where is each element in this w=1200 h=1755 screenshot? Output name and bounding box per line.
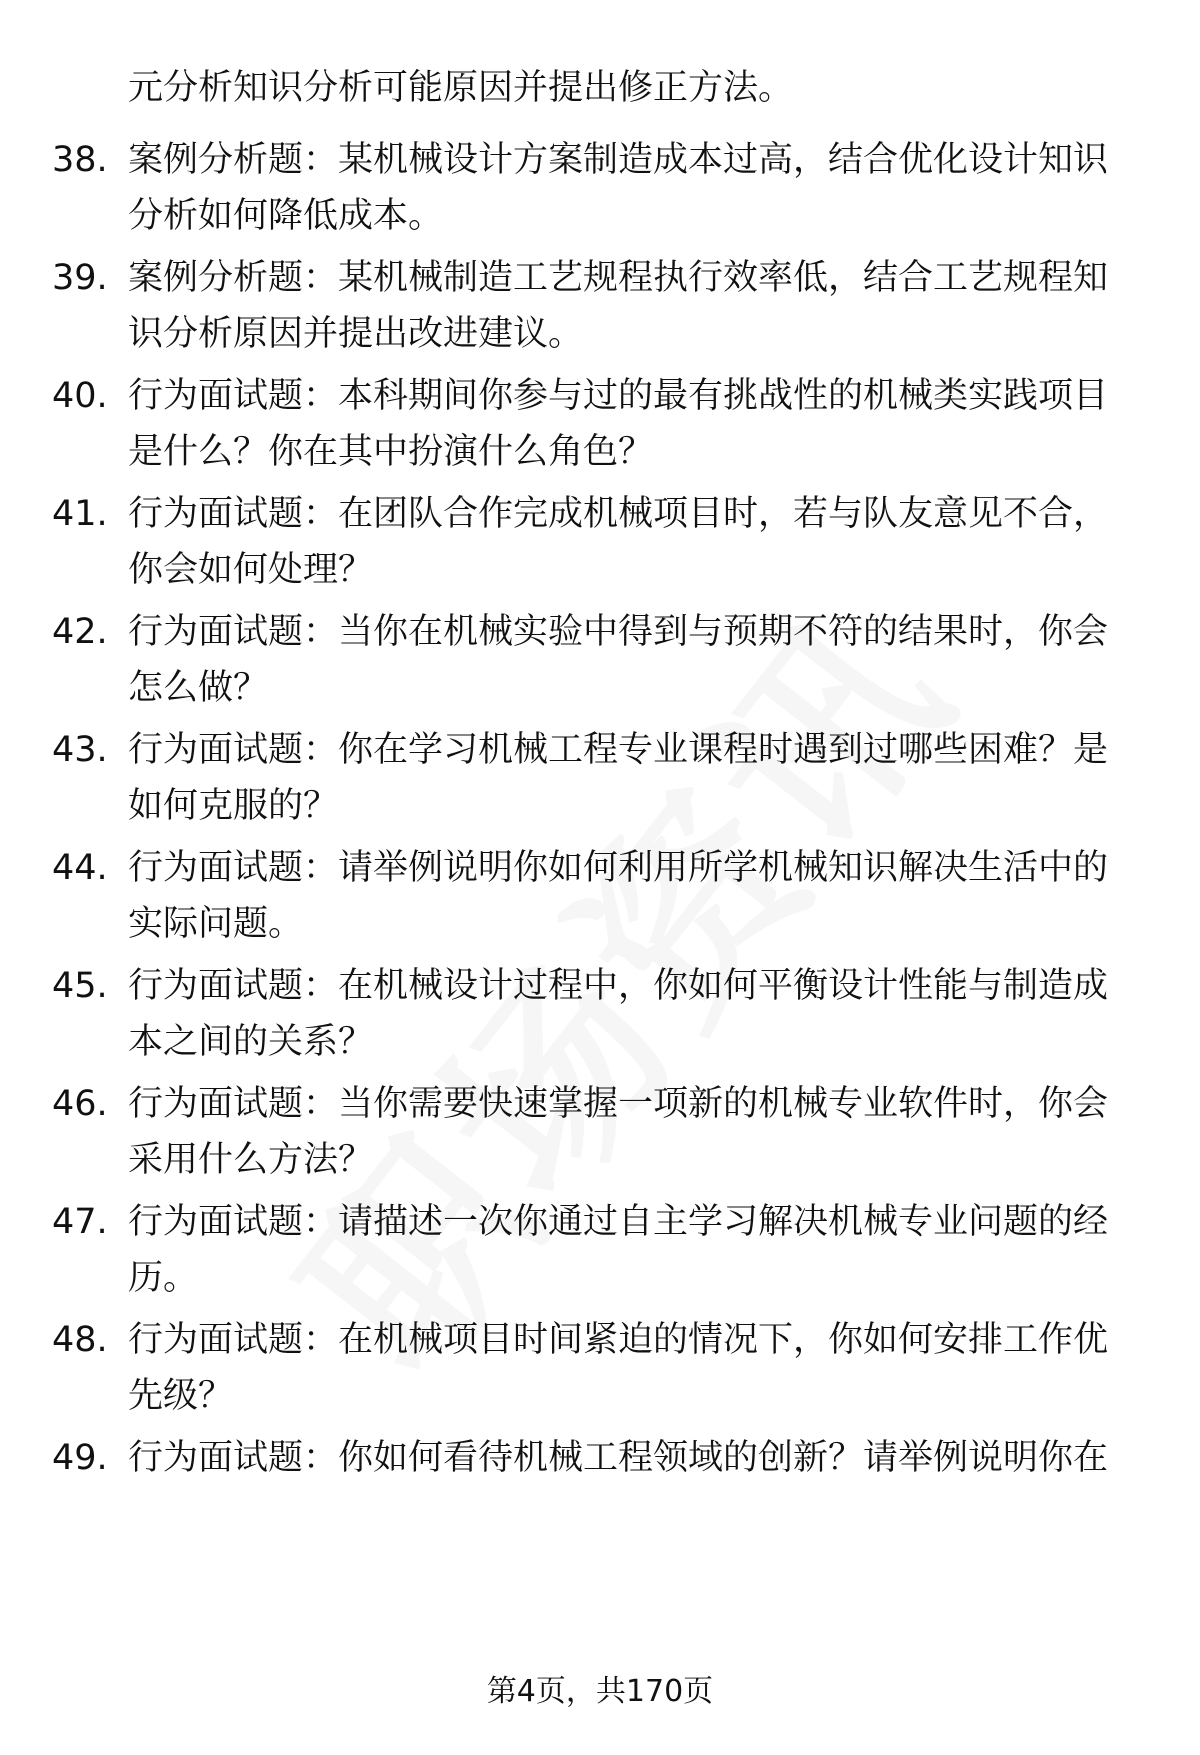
question-text: 行为面试题：当你在机械实验中得到与预期不符的结果时，你会怎么做？	[128, 612, 1109, 708]
question-text: 行为面试题：在机械设计过程中，你如何平衡设计性能与制造成本之间的关系？	[128, 966, 1109, 1062]
question-number: 47.	[52, 1202, 108, 1242]
question-text: 案例分析题：某机械设计方案制造成本过高，结合优化设计知识分析如何降低成本。	[128, 140, 1109, 236]
question-number: 42.	[52, 612, 108, 652]
question-number: 48.	[52, 1320, 108, 1360]
question-number: 39.	[52, 258, 108, 298]
question-text: 行为面试题：当你需要快速掌握一项新的机械专业软件时，你会采用什么方法？	[128, 1084, 1109, 1180]
question-text: 行为面试题：在团队合作完成机械项目时，若与队友意见不合，你会如何处理？	[128, 494, 1109, 590]
question-number: 40.	[52, 376, 108, 416]
question-text: 行为面试题：请举例说明你如何利用所学机械知识解决生活中的实际问题。	[128, 848, 1109, 944]
question-text: 行为面试题：你在学习机械工程专业课程时遇到过哪些困难？是如何克服的？	[128, 730, 1109, 826]
question-text: 行为面试题：你如何看待机械工程领域的创新？请举例说明你在	[128, 1438, 1109, 1478]
question-number: 45.	[52, 966, 108, 1006]
continuation-text: 元分析知识分析可能原因并提出修正方法。	[128, 68, 794, 108]
question-text: 行为面试题：本科期间你参与过的最有挑战性的机械类实践项目是什么？你在其中扮演什么角色？	[128, 376, 1109, 472]
question-number: 43.	[52, 730, 108, 770]
question-number: 49.	[52, 1438, 108, 1478]
question-text: 案例分析题：某机械制造工艺规程执行效率低，结合工艺规程知识分析原因并提出改进建议。	[128, 258, 1109, 354]
question-number: 46.	[52, 1084, 108, 1124]
question-number: 38.	[52, 140, 108, 180]
question-text: 行为面试题：在机械项目时间紧迫的情况下，你如何安排工作优先级？	[128, 1320, 1109, 1416]
page-footer: 第4页，共170页	[486, 1674, 714, 1709]
question-text: 行为面试题：请描述一次你通过自主学习解决机械专业问题的经历。	[128, 1202, 1109, 1298]
question-number: 44.	[52, 848, 108, 888]
question-number: 41.	[52, 494, 108, 534]
